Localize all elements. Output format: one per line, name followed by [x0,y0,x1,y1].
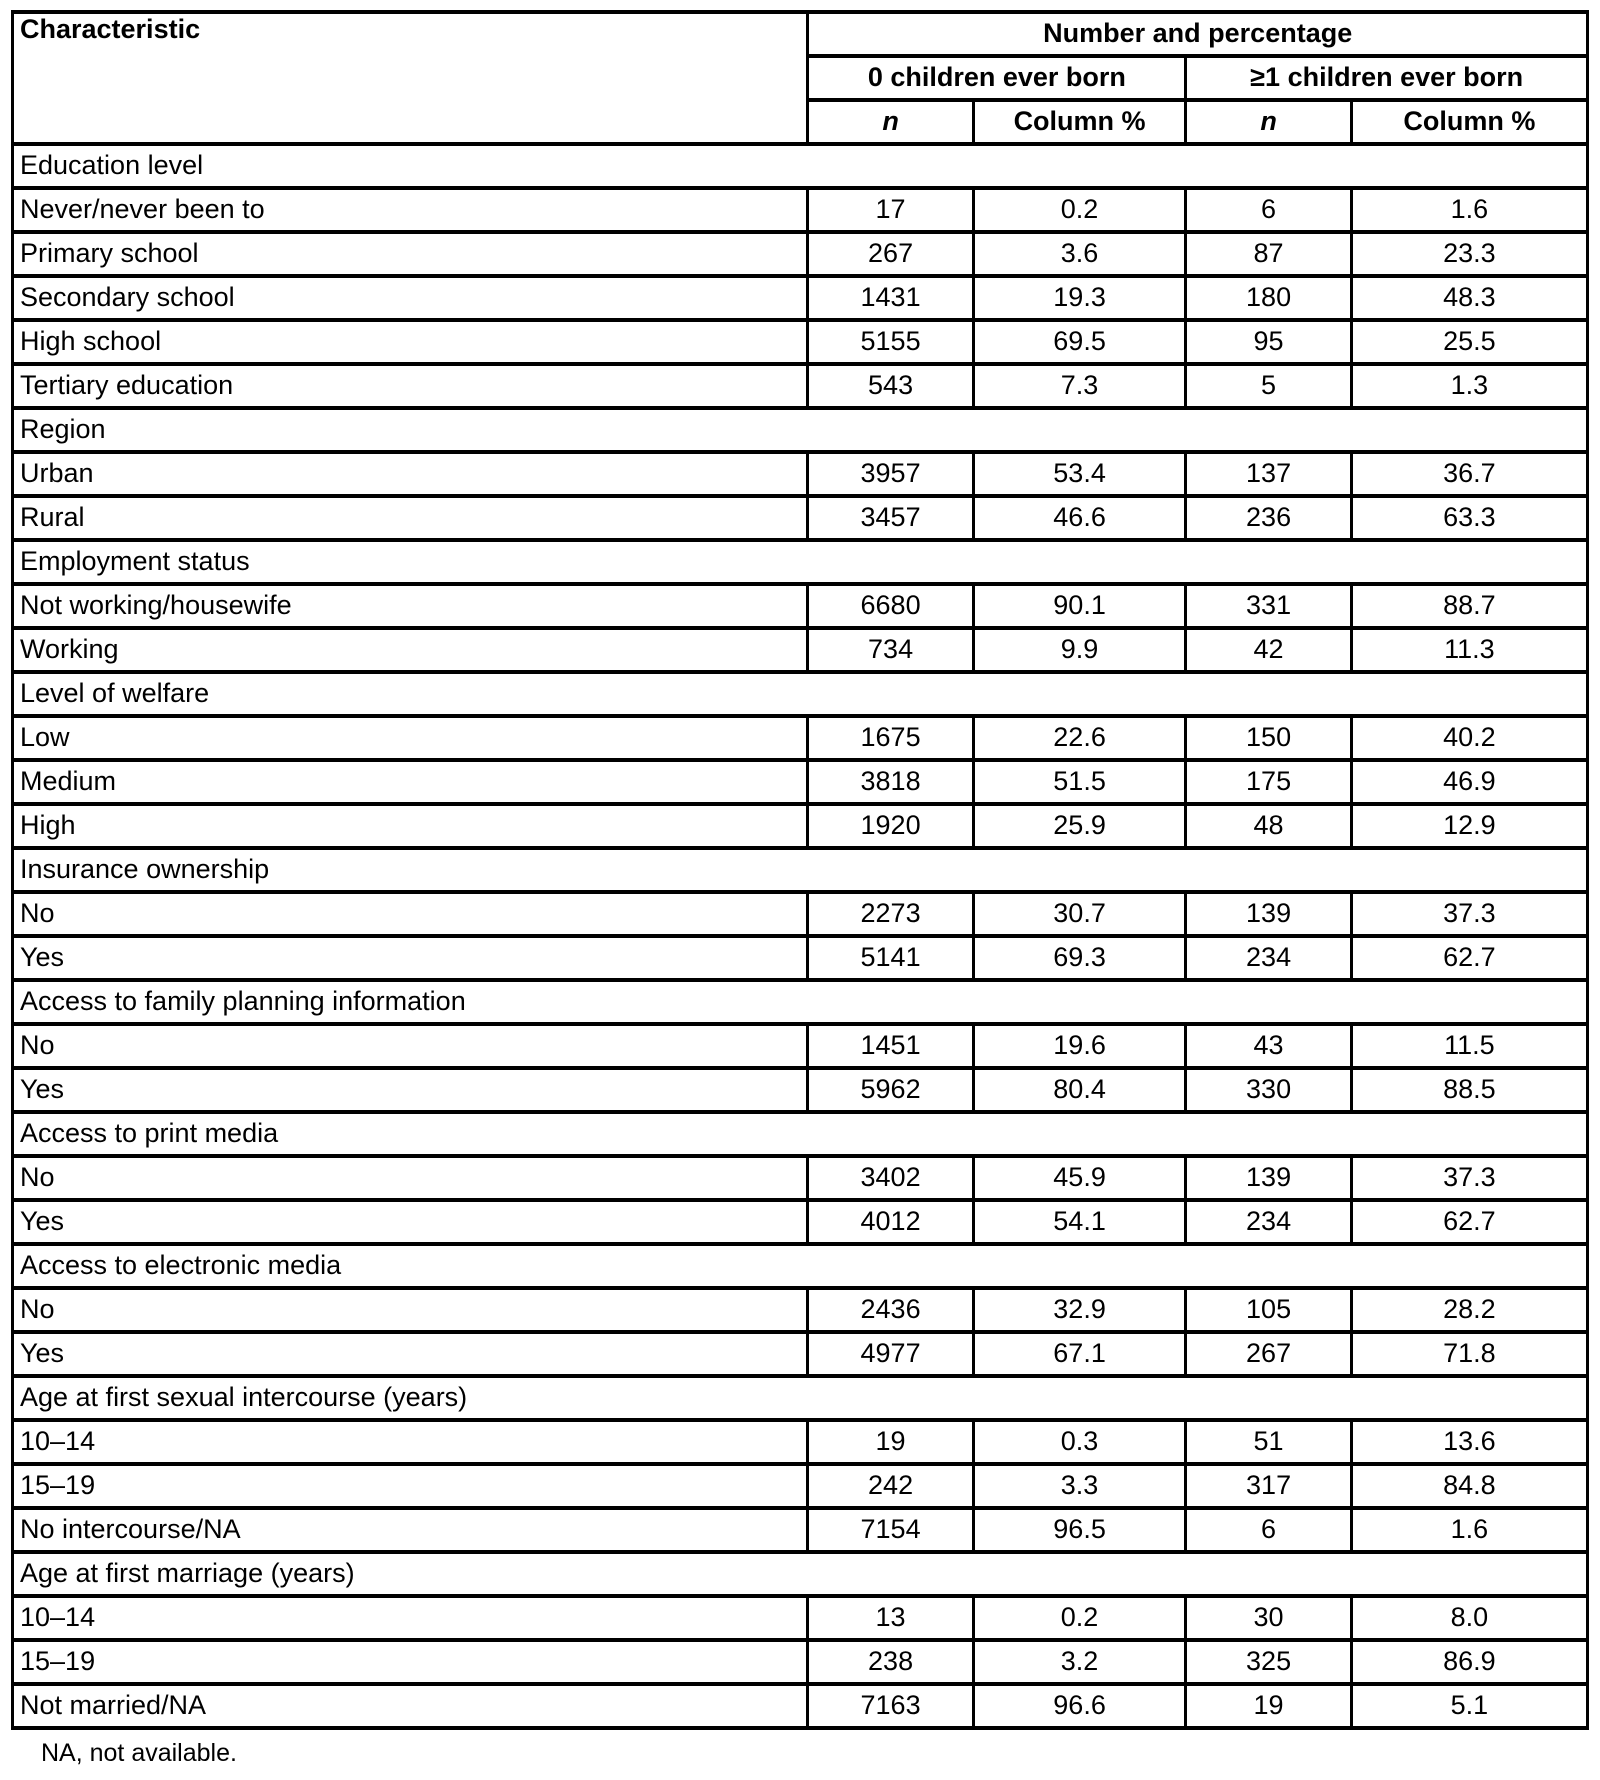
value-cell: 69.3 [973,936,1186,980]
row-label: Yes [13,1068,808,1112]
value-cell: 1675 [808,716,973,760]
value-cell: 62.7 [1351,936,1587,980]
row-label: 10–14 [13,1420,808,1464]
row-label: Urban [13,452,808,496]
table-row [13,1640,1588,1684]
table-row [13,1156,1588,1200]
row-label: Primary school [13,232,808,276]
value-cell: 67.1 [973,1332,1186,1376]
value-cell: 40.2 [1351,716,1587,760]
section-label: Age at first sexual intercourse (years) [13,1376,1588,1420]
value-cell: 11.5 [1351,1024,1587,1068]
section-row [13,540,1588,584]
value-cell: 331 [1186,584,1351,628]
table-header [13,12,1588,144]
value-cell: 267 [1186,1332,1351,1376]
section-row [13,144,1588,188]
value-cell: 51 [1186,1420,1351,1464]
value-cell: 96.5 [973,1508,1186,1552]
column-header-colpct-zero: Column % [973,100,1186,144]
table-row [13,1596,1588,1640]
value-cell: 7.3 [973,364,1186,408]
value-cell: 71.8 [1351,1332,1587,1376]
table-row [13,760,1588,804]
value-cell: 37.3 [1351,892,1587,936]
value-cell: 63.3 [1351,496,1587,540]
value-cell: 95 [1186,320,1351,364]
table-row [13,364,1588,408]
value-cell: 105 [1186,1288,1351,1332]
row-label: Yes [13,1332,808,1376]
value-cell: 80.4 [973,1068,1186,1112]
row-label: Low [13,716,808,760]
value-cell: 3957 [808,452,973,496]
value-cell: 25.9 [973,804,1186,848]
value-cell: 25.5 [1351,320,1587,364]
row-label: No [13,1024,808,1068]
value-cell: 139 [1186,1156,1351,1200]
row-label: Secondary school [13,276,808,320]
value-cell: 5141 [808,936,973,980]
value-cell: 30.7 [973,892,1186,936]
characteristics-table [11,10,1589,1730]
section-row [13,1244,1588,1288]
row-label: High [13,804,808,848]
table-body [13,144,1588,1728]
section-row [13,1112,1588,1156]
value-cell: 11.3 [1351,628,1587,672]
value-cell: 32.9 [973,1288,1186,1332]
column-group-one-plus-children: ≥1 children ever born [1186,56,1588,100]
value-cell: 317 [1186,1464,1351,1508]
table-row [13,1332,1588,1376]
column-header-colpct-oneplus: Column % [1351,100,1587,144]
value-cell: 5962 [808,1068,973,1112]
value-cell: 3.3 [973,1464,1186,1508]
row-label: No [13,892,808,936]
section-row [13,1376,1588,1420]
value-cell: 28.2 [1351,1288,1587,1332]
section-row [13,672,1588,716]
value-cell: 0.2 [973,1596,1186,1640]
value-cell: 19.3 [973,276,1186,320]
value-cell: 48.3 [1351,276,1587,320]
value-cell: 137 [1186,452,1351,496]
table-row [13,1024,1588,1068]
value-cell: 53.4 [973,452,1186,496]
value-cell: 45.9 [973,1156,1186,1200]
row-label: Never/never been to [13,188,808,232]
value-cell: 1920 [808,804,973,848]
column-header-number-and-percentage: Number and percentage [808,12,1588,56]
value-cell: 3818 [808,760,973,804]
column-header-n-zero: n [808,100,973,144]
table-row [13,320,1588,364]
value-cell: 5.1 [1351,1684,1587,1728]
table-row [13,496,1588,540]
row-label: No [13,1156,808,1200]
section-label: Employment status [13,540,1588,584]
value-cell: 96.6 [973,1684,1186,1728]
value-cell: 13.6 [1351,1420,1587,1464]
value-cell: 48 [1186,804,1351,848]
column-header-characteristic: Characteristic [13,12,808,144]
table-row [13,452,1588,496]
row-label: 10–14 [13,1596,808,1640]
value-cell: 3457 [808,496,973,540]
section-label: Access to family planning information [13,980,1588,1024]
column-group-zero-children: 0 children ever born [808,56,1186,100]
value-cell: 1431 [808,276,973,320]
row-label: Working [13,628,808,672]
value-cell: 84.8 [1351,1464,1587,1508]
value-cell: 23.3 [1351,232,1587,276]
value-cell: 19 [1186,1684,1351,1728]
row-label: No intercourse/NA [13,1508,808,1552]
section-label: Education level [13,144,1588,188]
value-cell: 734 [808,628,973,672]
table-row [13,628,1588,672]
value-cell: 238 [808,1640,973,1684]
value-cell: 90.1 [973,584,1186,628]
row-label: Not married/NA [13,1684,808,1728]
value-cell: 46.9 [1351,760,1587,804]
value-cell: 267 [808,232,973,276]
section-row [13,1552,1588,1596]
value-cell: 139 [1186,892,1351,936]
row-label: Rural [13,496,808,540]
value-cell: 30 [1186,1596,1351,1640]
value-cell: 19 [808,1420,973,1464]
value-cell: 3.2 [973,1640,1186,1684]
value-cell: 4012 [808,1200,973,1244]
value-cell: 17 [808,188,973,232]
value-cell: 2436 [808,1288,973,1332]
value-cell: 19.6 [973,1024,1186,1068]
value-cell: 175 [1186,760,1351,804]
value-cell: 8.0 [1351,1596,1587,1640]
section-label: Age at first marriage (years) [13,1552,1588,1596]
value-cell: 325 [1186,1640,1351,1684]
table-row [13,936,1588,980]
header-row-1 [13,12,1588,56]
table-row [13,716,1588,760]
value-cell: 5155 [808,320,973,364]
row-label: Yes [13,936,808,980]
section-label: Region [13,408,1588,452]
value-cell: 86.9 [1351,1640,1587,1684]
table-row [13,276,1588,320]
row-label: 15–19 [13,1464,808,1508]
row-label: High school [13,320,808,364]
value-cell: 69.5 [973,320,1186,364]
value-cell: 180 [1186,276,1351,320]
table-row [13,1464,1588,1508]
value-cell: 5 [1186,364,1351,408]
value-cell: 51.5 [973,760,1186,804]
value-cell: 13 [808,1596,973,1640]
row-label: Tertiary education [13,364,808,408]
value-cell: 0.3 [973,1420,1186,1464]
row-label: Medium [13,760,808,804]
table-row [13,1288,1588,1332]
table-row [13,188,1588,232]
row-label: 15–19 [13,1640,808,1684]
table-row [13,804,1588,848]
section-row [13,848,1588,892]
value-cell: 43 [1186,1024,1351,1068]
section-label: Access to electronic media [13,1244,1588,1288]
table-row [13,584,1588,628]
value-cell: 3402 [808,1156,973,1200]
value-cell: 0.2 [973,188,1186,232]
value-cell: 236 [1186,496,1351,540]
value-cell: 37.3 [1351,1156,1587,1200]
value-cell: 1.6 [1351,188,1587,232]
value-cell: 1.3 [1351,364,1587,408]
value-cell: 7154 [808,1508,973,1552]
value-cell: 1451 [808,1024,973,1068]
value-cell: 7163 [808,1684,973,1728]
value-cell: 242 [808,1464,973,1508]
value-cell: 87 [1186,232,1351,276]
value-cell: 2273 [808,892,973,936]
table-row [13,892,1588,936]
value-cell: 88.5 [1351,1068,1587,1112]
value-cell: 6680 [808,584,973,628]
value-cell: 1.6 [1351,1508,1587,1552]
column-header-n-oneplus: n [1186,100,1351,144]
value-cell: 234 [1186,936,1351,980]
section-label: Access to print media [13,1112,1588,1156]
value-cell: 543 [808,364,973,408]
value-cell: 330 [1186,1068,1351,1112]
value-cell: 3.6 [973,232,1186,276]
value-cell: 150 [1186,716,1351,760]
table-row [13,1508,1588,1552]
section-label: Insurance ownership [13,848,1588,892]
section-row [13,980,1588,1024]
value-cell: 6 [1186,188,1351,232]
value-cell: 22.6 [973,716,1186,760]
value-cell: 36.7 [1351,452,1587,496]
row-label: No [13,1288,808,1332]
value-cell: 234 [1186,1200,1351,1244]
value-cell: 4977 [808,1332,973,1376]
value-cell: 62.7 [1351,1200,1587,1244]
value-cell: 42 [1186,628,1351,672]
value-cell: 54.1 [973,1200,1186,1244]
value-cell: 9.9 [973,628,1186,672]
table-row [13,1684,1588,1728]
section-label: Level of welfare [13,672,1588,716]
section-row [13,408,1588,452]
table-row [13,232,1588,276]
table-row [13,1420,1588,1464]
value-cell: 12.9 [1351,804,1587,848]
table-row [13,1200,1588,1244]
value-cell: 6 [1186,1508,1351,1552]
row-label: Not working/housewife [13,584,808,628]
row-label: Yes [13,1200,808,1244]
value-cell: 88.7 [1351,584,1587,628]
table-footnote: NA, not available. [41,1739,237,1767]
table-row [13,1068,1588,1112]
value-cell: 46.6 [973,496,1186,540]
